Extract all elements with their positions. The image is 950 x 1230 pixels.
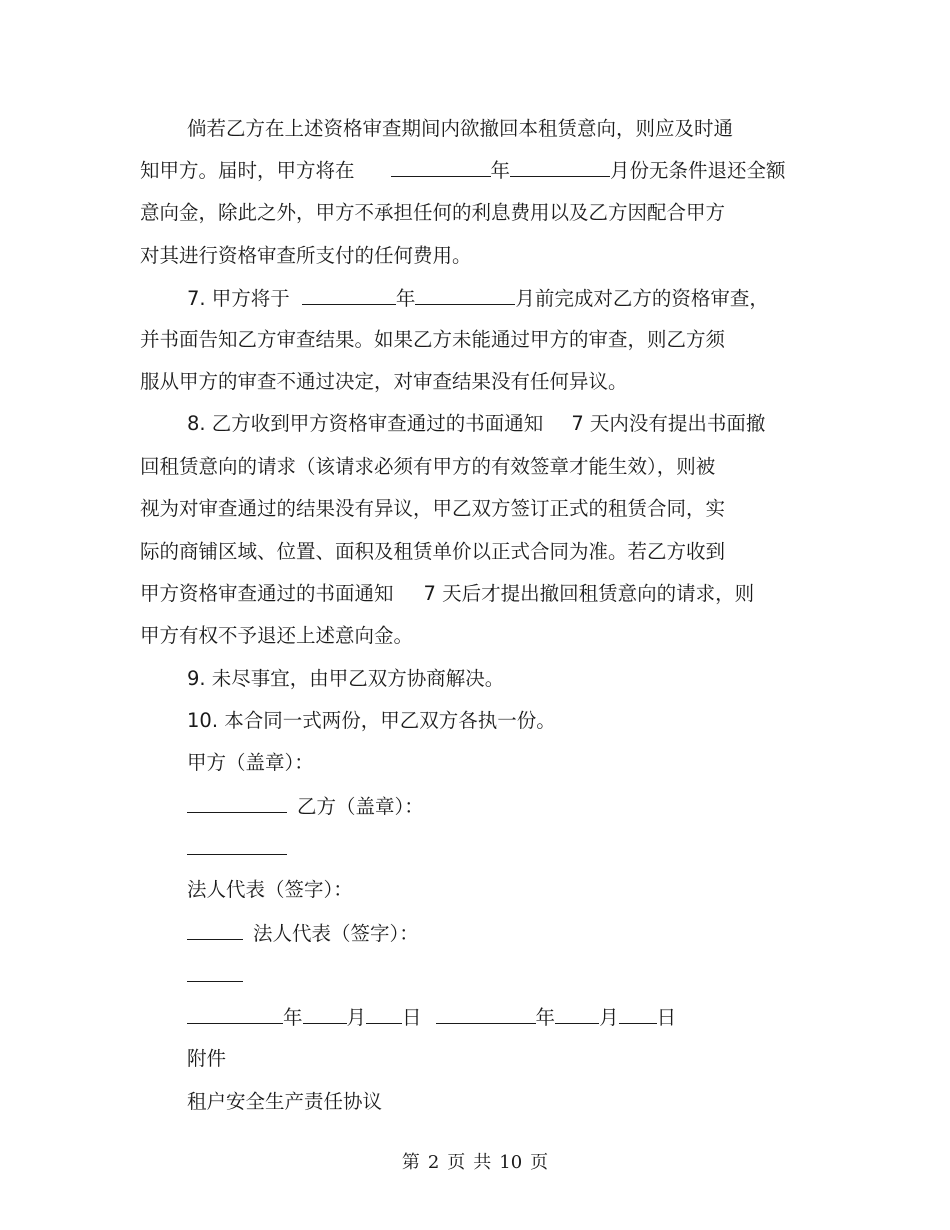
signing-dates-line: 年 月 日 年 月 日 [187,1004,676,1031]
paragraph-line: 倘若乙方在上述资格审查期间内欲撤回本租赁意向，则应及时通 [187,117,734,140]
party-b-signature-blank[interactable] [187,962,243,982]
paragraph-line: 回租赁意向的请求（该请求必须有甲方的有效签章才能生效），则被 [140,455,716,478]
page-number-footer: 第 2 页 共 10 页 [401,1152,549,1173]
party-b-representative-line: 法人代表（签字）： [187,920,419,947]
paragraph-line: 并书面告知乙方审查结果。如果乙方未能通过甲方的审查，则乙方须 [140,328,726,351]
attachment-heading: 附件 [187,1047,227,1070]
paragraph-line: 视为对审查通过的结果没有异议，甲乙双方签订正式的租赁合同，实 [140,497,726,520]
party-b-seal-blank-line [187,835,287,862]
paragraph-line: 意向金，除此之外，甲方不承担任何的利息费用以及乙方因配合甲方 [140,201,726,224]
party-a-seal-label: 甲方（盖章）： [187,751,314,774]
party-a-seal-blank[interactable] [187,793,287,813]
fill-blank[interactable] [510,157,610,177]
paragraph-line: 际的商铺区域、位置、面积及租赁单价以正式合同为准。若乙方收到 [140,540,726,563]
paragraph-line: 10. 本合同一式两份，甲乙双方各执一份。 [187,709,556,732]
party-b-seal-line: 乙方（盖章）： [187,793,424,820]
paragraph-line: 7. 甲方将于 年 月前完成对乙方的资格审查， [187,287,769,310]
party-b-seal-blank[interactable] [187,835,287,855]
fill-blank[interactable] [391,157,491,177]
paragraph-line: 服从甲方的审查不通过决定，对审查结果没有任何异议。 [140,370,628,393]
attachment-title: 租户安全生产责任协议 [187,1090,383,1113]
paragraph-line: 甲方资格审查通过的书面通知 7 天后才提出撤回租赁意向的请求，则 [140,582,755,605]
date-day-blank[interactable] [619,1004,657,1024]
total-page-count: 10 [499,1152,523,1173]
party-b-signature-blank-line [187,962,243,989]
date-day-blank[interactable] [366,1004,402,1024]
date-month-blank[interactable] [555,1004,599,1024]
fill-blank[interactable] [415,285,515,305]
paragraph-line: 9. 未尽事宜，由甲乙双方协商解决。 [187,667,505,690]
date-year-blank[interactable] [187,1004,283,1024]
party-a-representative-label: 法人代表（签字）： [187,878,353,901]
paragraph-line: 8. 乙方收到甲方资格审查通过的书面通知 7 天内没有提出书面撤 [187,412,766,435]
paragraph-line: 知甲方。届时，甲方将在 年 月份无条件退还全额 [140,159,786,182]
party-a-signature-blank[interactable] [187,920,243,940]
current-page-number: 2 [427,1152,440,1173]
fill-blank[interactable] [302,285,396,305]
paragraph-line: 对其进行资格审查所支付的任何费用。 [140,244,472,267]
date-month-blank[interactable] [303,1004,347,1024]
date-year-blank[interactable] [436,1004,536,1024]
paragraph-line: 甲方有权不予退还上述意向金。 [140,624,414,647]
